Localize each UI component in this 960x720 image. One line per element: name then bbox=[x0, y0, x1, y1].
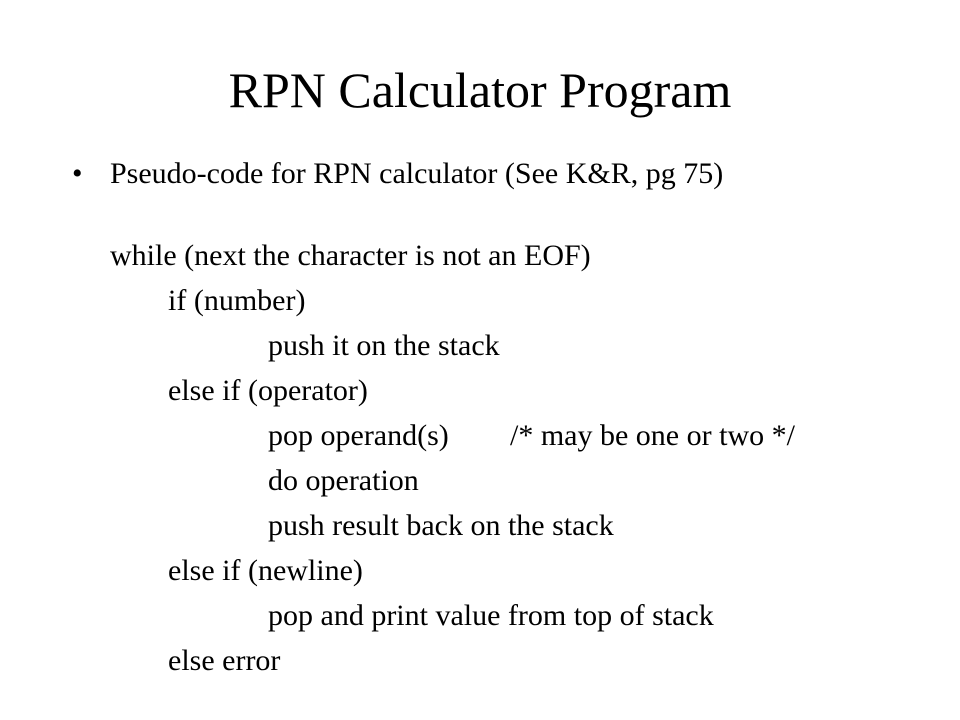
code-line-pop-print: pop and print value from top of stack bbox=[268, 599, 714, 632]
code-line-while: while (next the character is not an EOF) bbox=[110, 239, 591, 272]
code-line-push-it: push it on the stack bbox=[268, 329, 500, 362]
code-line-do-operation: do operation bbox=[268, 464, 419, 497]
bullet-text: Pseudo-code for RPN calculator (See K&R, pg 75) bbox=[110, 157, 724, 190]
code-line-if-number: if (number) bbox=[168, 284, 306, 317]
bullet-marker: • bbox=[72, 157, 83, 190]
code-line-else-if-newline: else if (newline) bbox=[168, 554, 363, 587]
code-line-pop-operands: pop operand(s) bbox=[268, 419, 449, 452]
code-comment: /* may be one or two */ bbox=[510, 419, 795, 452]
code-line-else-error: else error bbox=[168, 644, 281, 677]
code-line-else-if-operator: else if (operator) bbox=[168, 374, 368, 407]
slide-title: RPN Calculator Program bbox=[228, 62, 732, 118]
code-line-push-result: push result back on the stack bbox=[268, 509, 614, 542]
